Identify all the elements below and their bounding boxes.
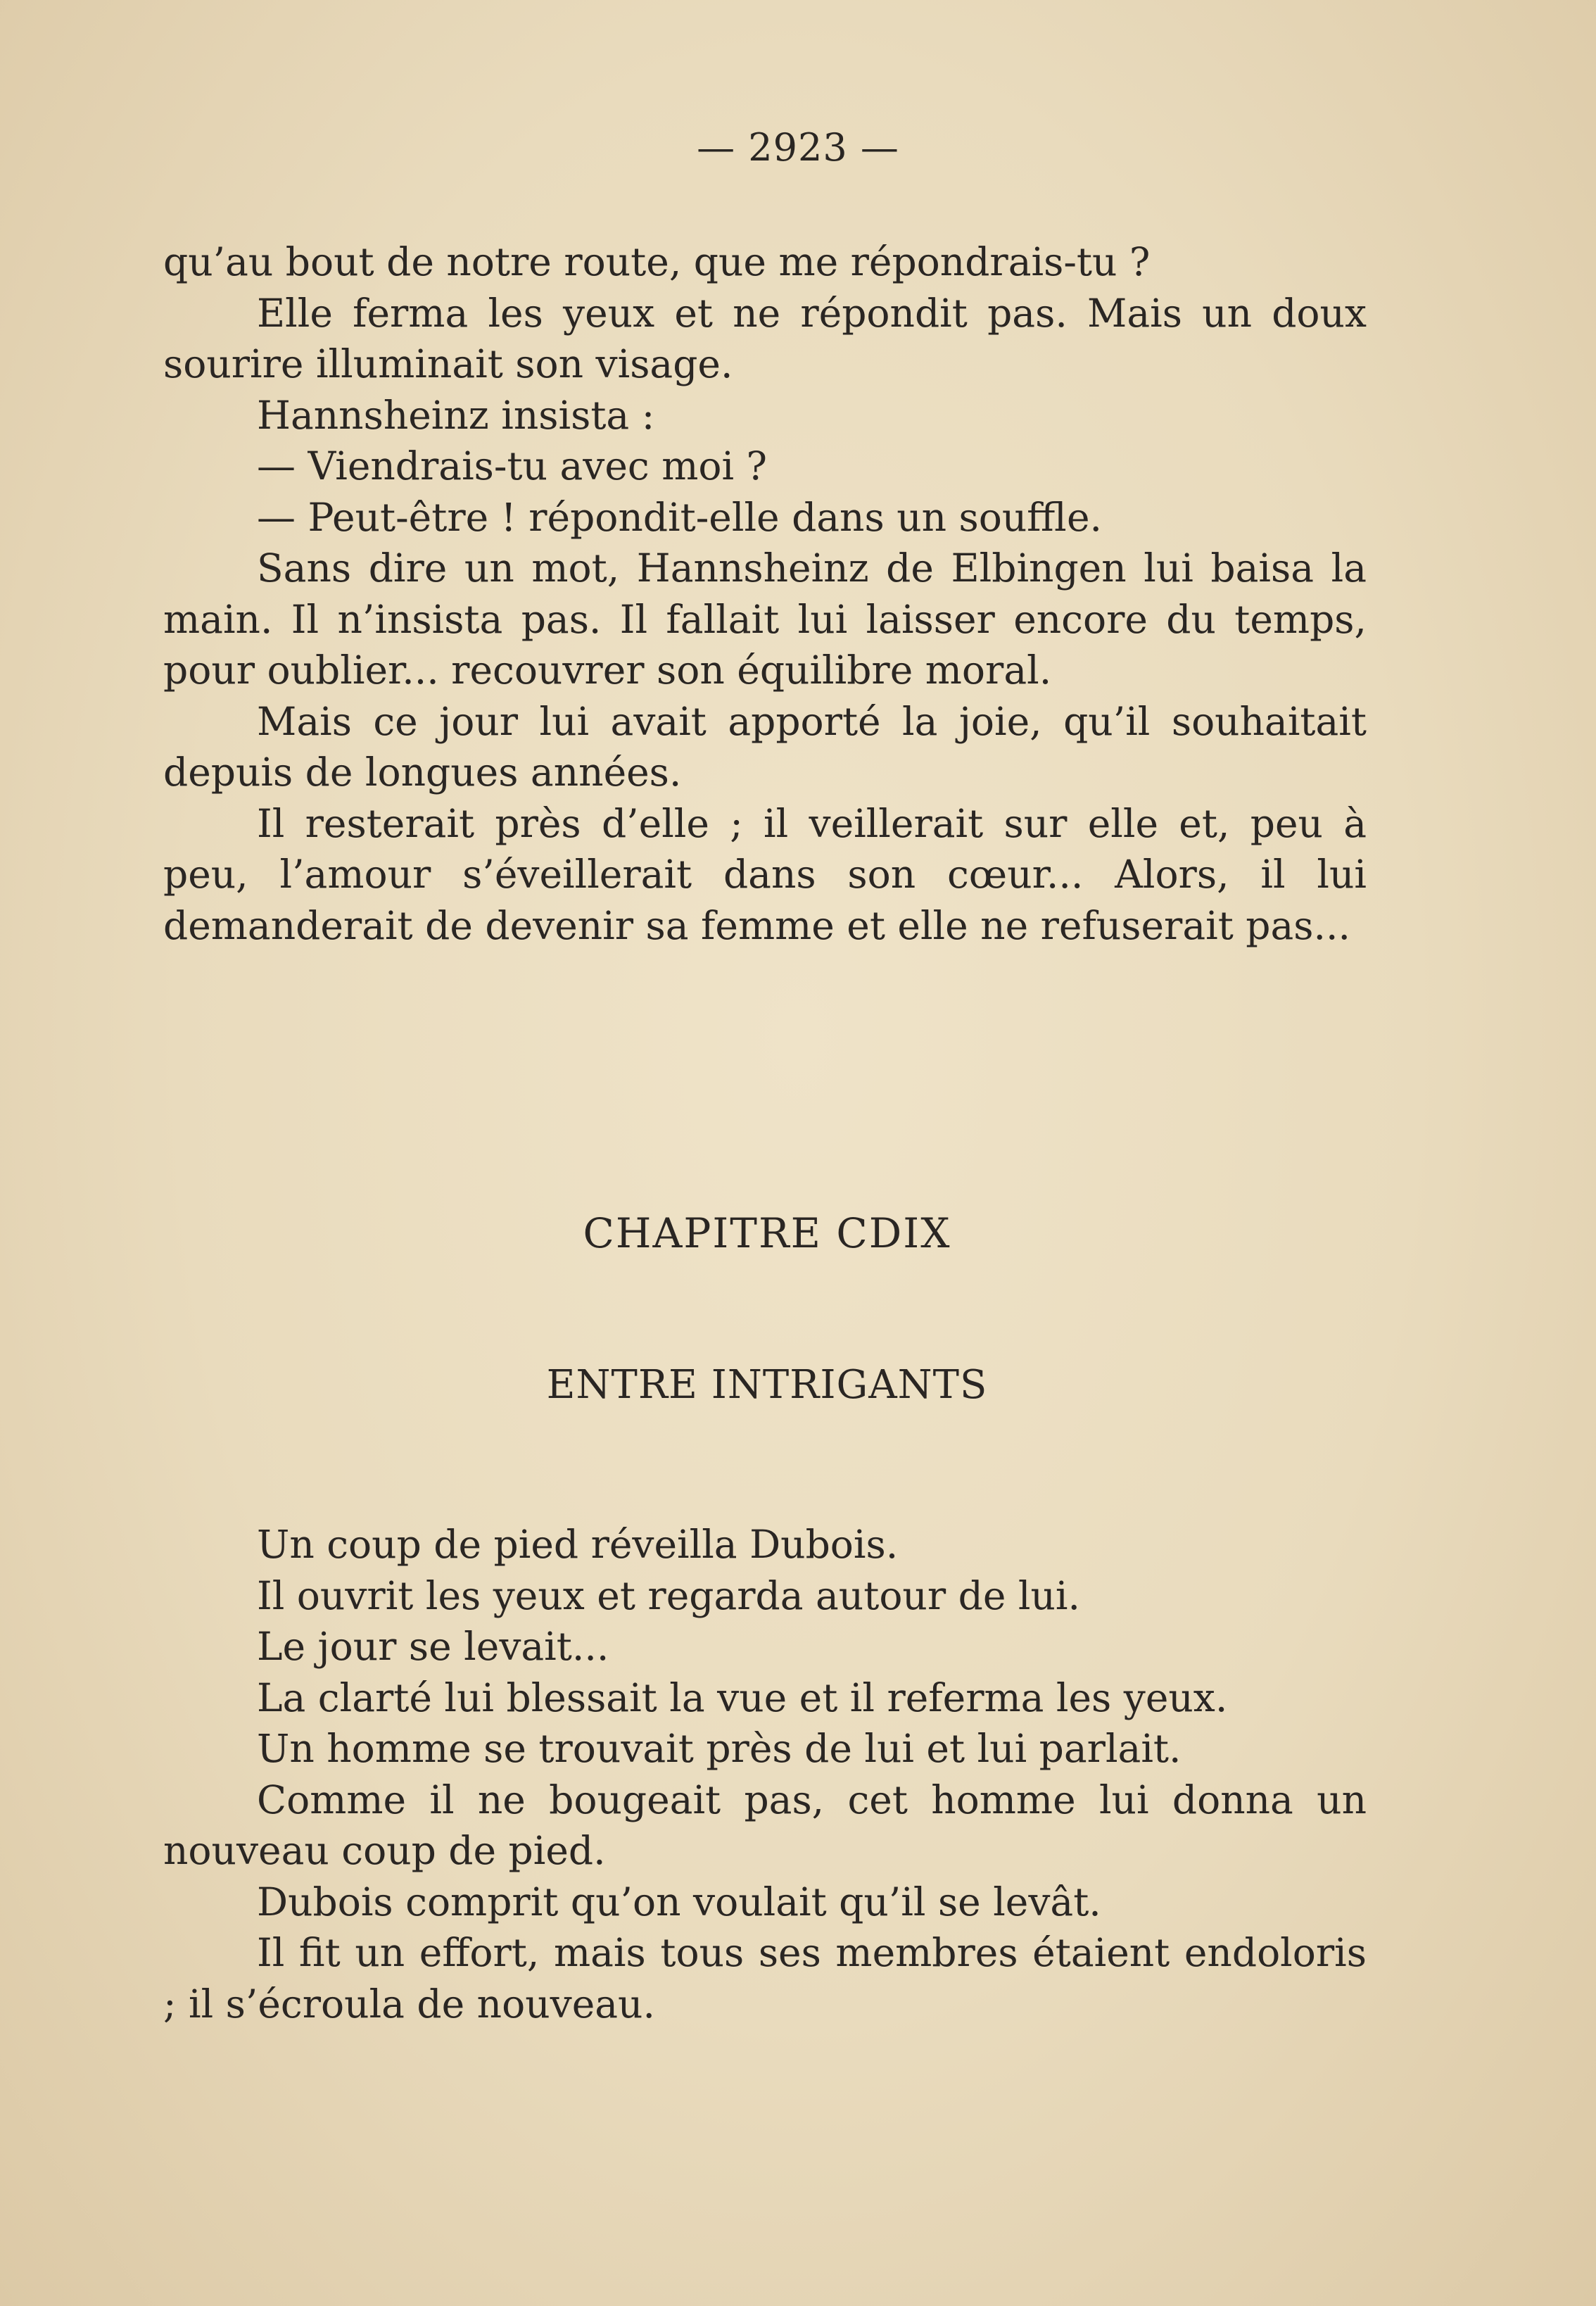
text-block-chapter <box>163 1519 1367 2029</box>
paragraph: Il fit un effort, mais tous ses membres étaient endoloris ; il s’écroula de nouveau. <box>163 1930 1367 2027</box>
paragraph: Mais ce jour lui avait apporté la joie, qu’il souhaitait depuis de longues années. <box>163 698 1367 795</box>
paragraph: Il resterait près d’elle ; il veillerait sur elle et, peu à peu, l’amour s’éveillerait dans son cœur... Alors, il lui demanderait de devenir sa femme et elle ne refuserait pas... <box>163 800 1367 948</box>
paragraph: La clarté lui blessait la vue et il referma les yeux. <box>257 1675 1228 1720</box>
paragraph: Il ouvrit les yeux et regarda autour de lui. <box>257 1573 1080 1618</box>
paragraph: Comme il ne bougeait pas, cet homme lui donna un nouveau coup de pied. <box>163 1777 1367 1873</box>
paragraph: Un homme se trouvait près de lui et lui parlait. <box>257 1726 1182 1771</box>
text-block-continuation <box>163 237 1367 951</box>
paragraph: — Peut-être ! répondit-elle dans un souffle. <box>257 494 1102 540</box>
paragraph: Hannsheinz insista : <box>257 392 655 438</box>
paragraph: Elle ferma les yeux et ne répondit pas. Mais un doux sourire illuminait son visage. <box>163 290 1367 386</box>
paragraph: Dubois comprit qu’on voulait qu’il se levât. <box>257 1879 1101 1924</box>
paragraph: — Viendrais-tu avec moi ? <box>257 443 768 489</box>
chapter-subtitle: ENTRE INTRIGANTS <box>546 1362 988 1408</box>
paragraph: Le jour se levait... <box>257 1624 609 1669</box>
page-number: — 2923 — <box>697 125 899 170</box>
paragraph: qu’au bout de notre route, que me répondrais-tu ? <box>163 239 1151 284</box>
paragraph: Un coup de pied réveilla Dubois. <box>257 1522 899 1567</box>
chapter-title: CHAPITRE CDIX <box>583 1209 951 1257</box>
paragraph: Sans dire un mot, Hannsheinz de Elbingen lui baisa la main. Il n’insista pas. Il fallait lui laisser encore du temps, pour oublier... recouvrer son équilibre moral. <box>163 546 1367 693</box>
